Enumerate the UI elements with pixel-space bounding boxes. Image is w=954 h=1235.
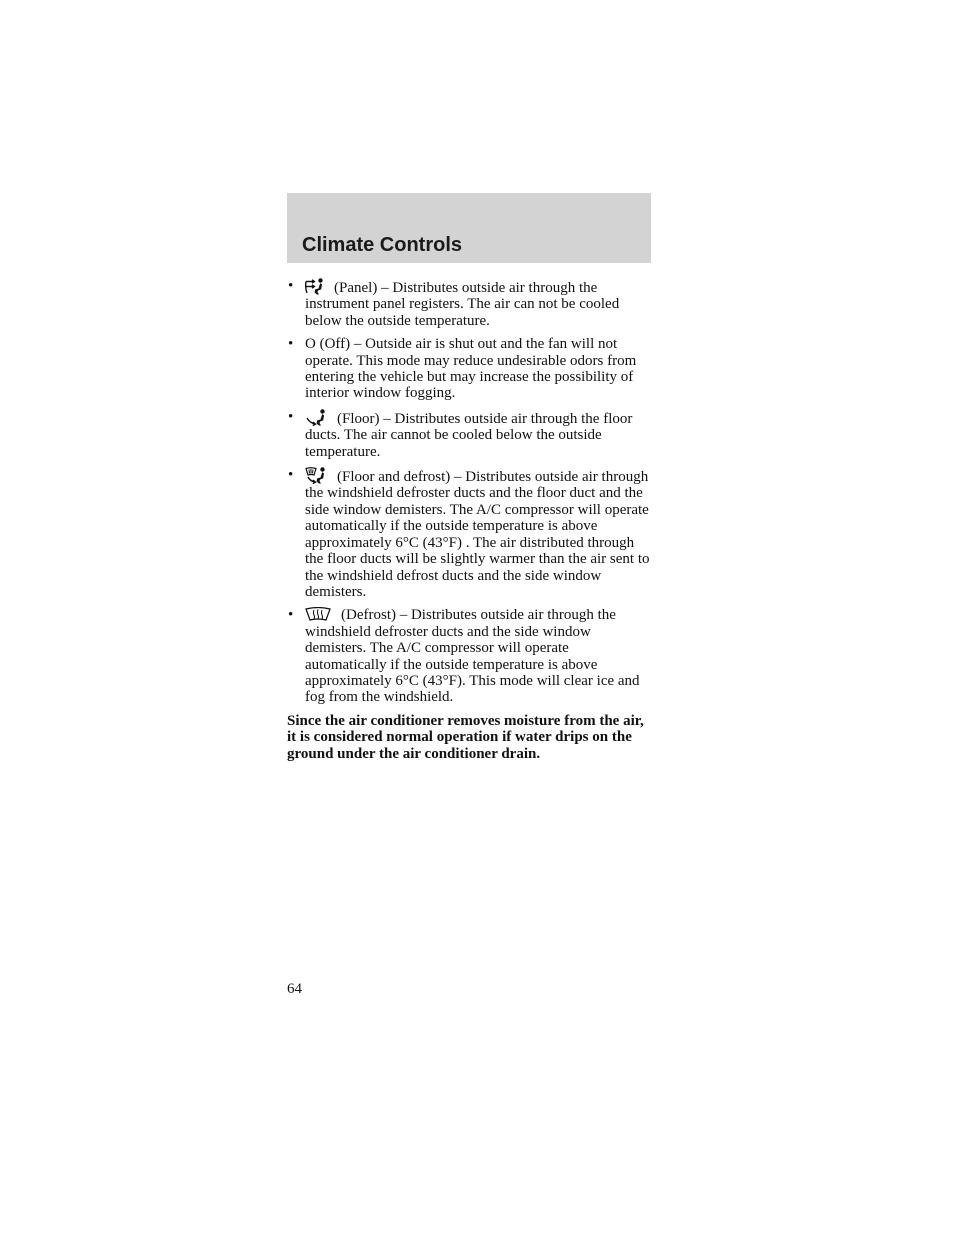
floor-defrost-description: (Floor and defrost) – Distributes outside air through the windshield defroster ducts and the floor duct and the side window demisters. The A/C compressor will operate automatically if the outside temperature is above approximately 6°C (43°F) . The air distributed through the floor ducts will be slightly warmer than the air sent to the windshield defrost ducts and the side window demisters.: [305, 469, 650, 600]
floor-vent-icon: [305, 409, 327, 426]
bullet: •: [288, 607, 294, 624]
bullet: •: [288, 278, 294, 294]
panel-vent-icon: [305, 278, 324, 295]
bullet: •: [288, 467, 294, 484]
mode-list: [287, 278, 653, 706]
bullet: •: [288, 336, 294, 353]
section-title: Climate Controls: [302, 234, 463, 256]
panel-description: (Panel) – Distributes outside air through the instrument panel registers. The air can not be cooled below the outside temperature.: [305, 280, 620, 329]
list-item-off: [287, 336, 653, 402]
list-item-floor-defrost: [287, 467, 653, 600]
page-number: 64: [287, 981, 302, 997]
defrost-description: (Defrost) – Distributes outside air through the windshield defroster ducts and the side window demisters. The A/C compressor will operate automatically if the outside temperature is above approximately 6°C (43°F). This mode will clear ice and fog from the windshield.: [305, 607, 640, 706]
page-content: [287, 278, 653, 762]
off-description: O (Off) – Outside air is shut out and the fan will not operate. This mode may reduce undesirable odors from entering the vehicle but may increase the possibility of interior window fogging.: [305, 336, 637, 402]
bullet: •: [288, 408, 294, 425]
list-item-panel: [287, 278, 653, 329]
list-item-floor: [287, 409, 653, 460]
list-item-defrost: [287, 607, 653, 705]
section-header: [287, 193, 651, 263]
condensation-note: Since the air conditioner removes moisture from the air, it is considered normal operation if water drips on the ground under the air conditioner drain.: [287, 712, 644, 762]
defrost-icon: [305, 607, 331, 622]
floor-description: (Floor) – Distributes outside air through the floor ducts. The air cannot be cooled below the outside temperature.: [305, 410, 633, 460]
floor-defrost-icon: [305, 467, 327, 484]
